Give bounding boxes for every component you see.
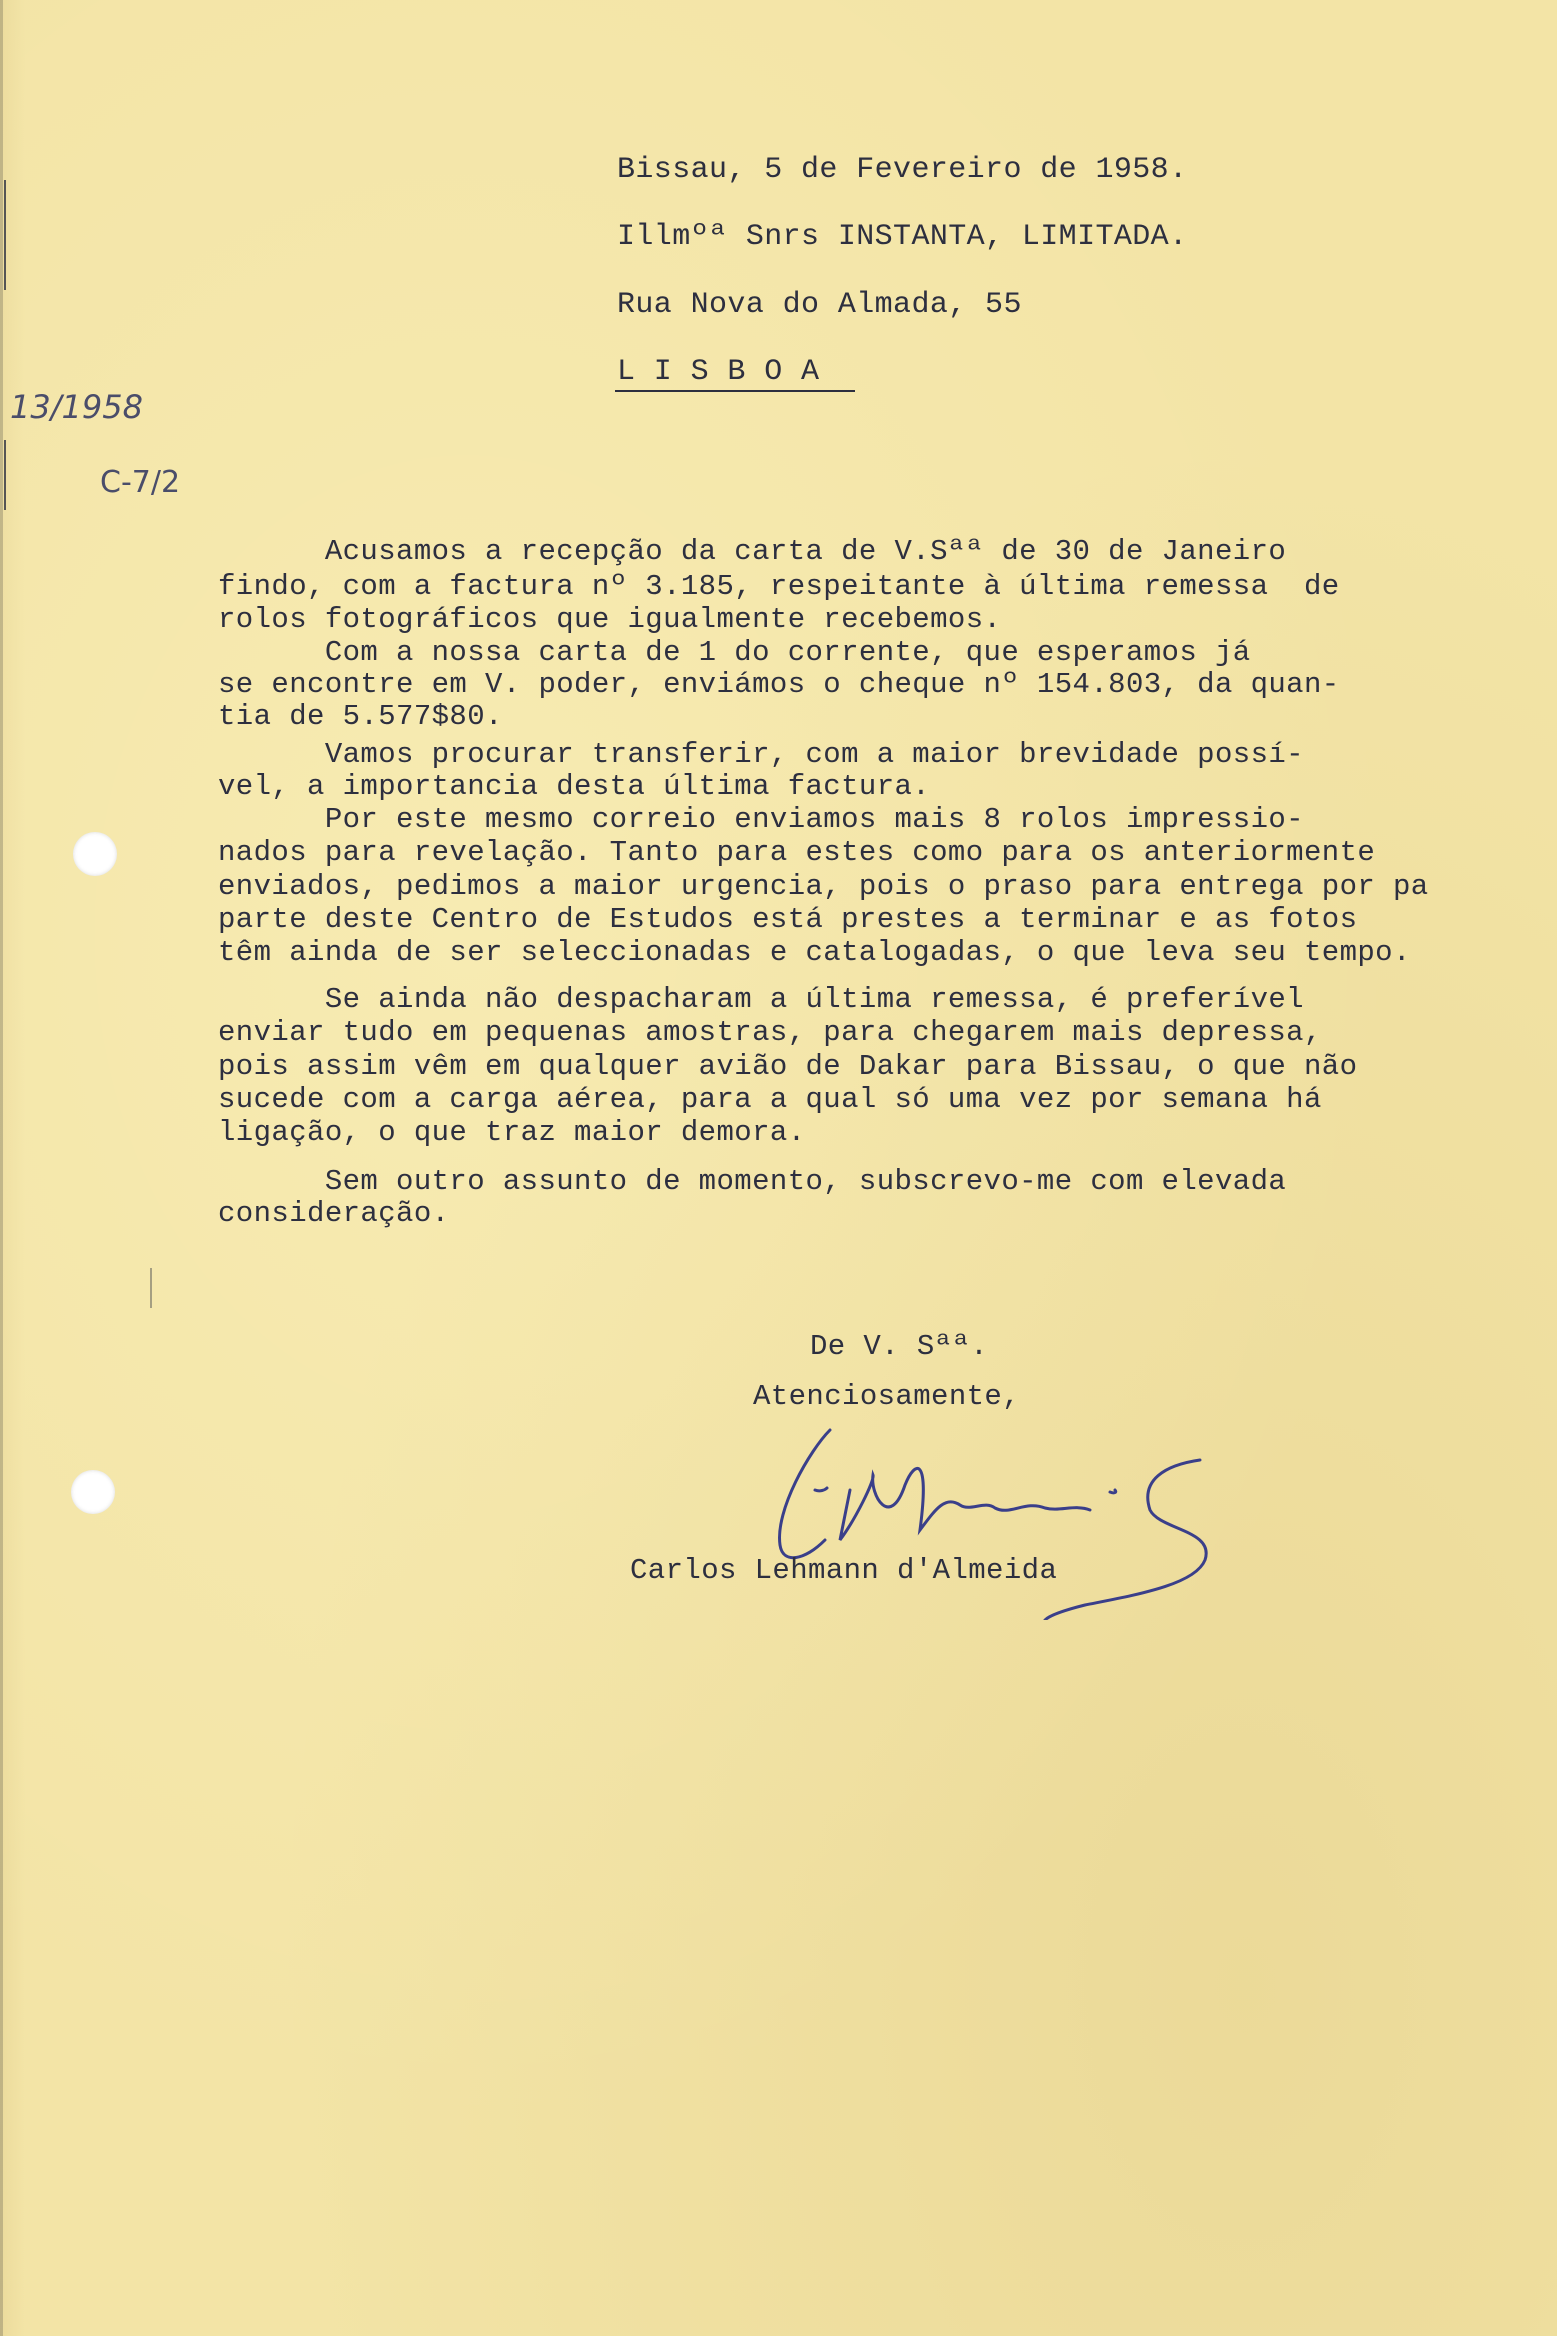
paper-fold-mark xyxy=(150,1268,152,1308)
closing-valediction: Atenciosamente, xyxy=(753,1380,1021,1413)
body-line: enviar tudo em pequenas amostras, para chegarem mais depressa, xyxy=(218,1016,1322,1049)
paper-edge-mark xyxy=(4,440,6,510)
addressee: Illmºª Snrs INSTANTA, LIMITADA. xyxy=(617,220,1188,254)
body-line: rolos fotográficos que igualmente recebemos. xyxy=(218,603,1002,636)
city: L I S B O A xyxy=(617,355,820,389)
body-line: vel, a importancia desta última factura. xyxy=(218,770,931,803)
body-line: têm ainda de ser seleccionadas e catalogadas, o que leva seu tempo. xyxy=(218,936,1411,969)
paper-edge-mark xyxy=(4,180,6,290)
body-line: Com a nossa carta de 1 do corrente, que esperamos já xyxy=(218,636,1251,669)
body-line: findo, com a factura nº 3.185, respeitante à última remessa de xyxy=(218,570,1340,603)
date-line: Bissau, 5 de Fevereiro de 1958. xyxy=(617,153,1188,187)
body-line: pois assim vêm em qualquer avião de Dakar para Bissau, o que não xyxy=(218,1050,1358,1083)
punch-hole-bottom xyxy=(71,1470,115,1514)
street-address: Rua Nova do Almada, 55 xyxy=(617,288,1022,322)
punch-hole-top xyxy=(73,832,117,876)
body-line: sucede com a carga aérea, para a qual só uma vez por semana há xyxy=(218,1083,1322,1116)
handwritten-signature xyxy=(755,1420,1235,1620)
body-line: tia de 5.577$80. xyxy=(218,700,503,733)
body-line: Se ainda não despacharam a última remessa, é preferível xyxy=(218,983,1304,1016)
body-line: Sem outro assunto de momento, subscrevo-me com elevada xyxy=(218,1165,1287,1198)
body-line: se encontre em V. poder, enviámos o cheque nº 154.803, da quan- xyxy=(218,668,1340,701)
body-line: Vamos procurar transferir, com a maior brevidade possí- xyxy=(218,738,1304,771)
body-line: Por este mesmo correio enviamos mais 8 rolos impressio- xyxy=(218,803,1304,836)
body-line: ligação, o que traz maior demora. xyxy=(218,1116,806,1149)
body-line: Acusamos a recepção da carta de V.Sªª de 30 de Janeiro xyxy=(218,535,1287,568)
reference-number-handwritten: 13/1958 xyxy=(10,388,143,426)
city-underline xyxy=(615,390,855,392)
paper-left-edge xyxy=(0,0,3,2336)
body-line: enviados, pedimos a maior urgencia, pois o praso para entrega por pa xyxy=(218,870,1429,903)
file-code-handwritten: C-7/2 xyxy=(100,465,181,500)
signatory-name: Carlos Lehmann d'Almeida xyxy=(630,1554,1058,1587)
body-line: consideração. xyxy=(218,1197,450,1230)
body-line: nados para revelação. Tanto para estes como para os anteriormente xyxy=(218,836,1376,869)
body-line: parte deste Centro de Estudos está prestes a terminar e as fotos xyxy=(218,903,1358,936)
closing-salutation: De V. Sªª. xyxy=(810,1330,989,1363)
